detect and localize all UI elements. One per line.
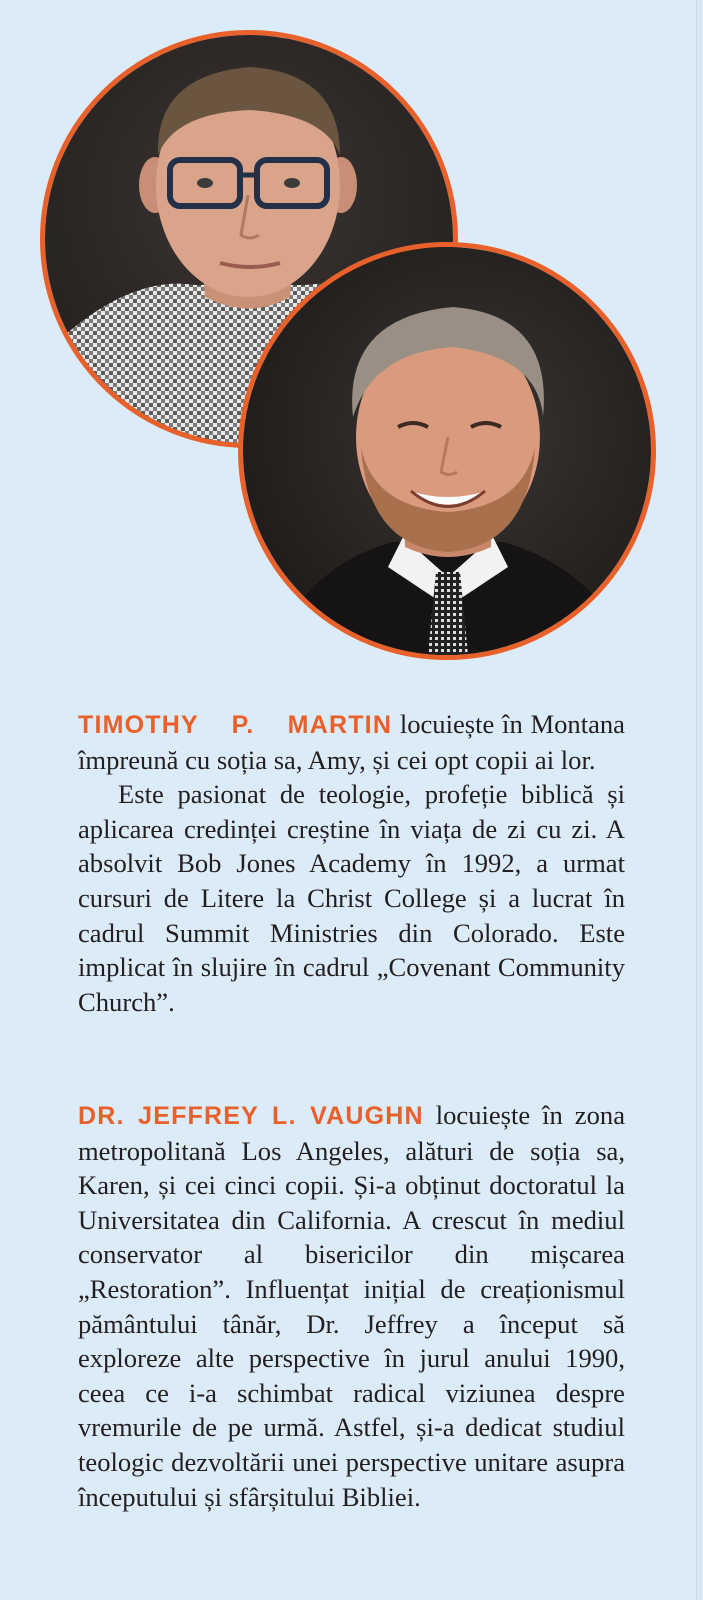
bio-timothy-intro	[78, 707, 625, 777]
bio-timothy-paragraph: Este pasionat de teologie, profeție biblică și aplicarea credinței creștine în viața de zi cu zi. A absolvit Bob Jones Academy în 1992, a urmat cursuri de Litere la Christ College și a lucrat în cadrul Summit Ministries din Colorado. Este implicat în slujire în cadrul „Covenant Community Church”.	[78, 779, 625, 1017]
bio-jeffrey	[78, 1098, 625, 1514]
bio-jeffrey-text: locuiește în zona metropolitană Los Angeles, alături de soția sa, Karen, și cei cinci copii. Și-a obținut doctoratul la Universitatea din California. A crescut în mediul conservator al bisericilor din mișcarea „Restoration”. Influențat inițial de creaționismul pământului tânăr, Dr. Jeffrey a început să exploreze alte perspective în jurul anului 1990, ceea ce i-a schimbat radical viziunea despre vremurile de pe urmă. Astfel, și-a dedicat studiul teologic dezvoltării unei perspective unitare asupra începutului și sfârșitului Bibliei.	[78, 1100, 625, 1512]
author-name-jeffrey: DR. JEFFREY L. VAUGHN	[78, 1102, 424, 1130]
author-name-timothy: TIMOTHY P. MARTIN	[78, 711, 393, 739]
bio-timothy	[78, 707, 625, 1019]
portrait-jeffrey-image	[243, 247, 651, 655]
author-photo-jeffrey	[238, 242, 656, 660]
page-edge	[696, 0, 703, 1600]
bio-timothy-intro-text: locuiește în Montana împreună cu soția sa, Amy, și cei opt copii ai lor.	[78, 709, 625, 775]
bio-jeffrey-paragraph	[78, 1098, 625, 1514]
